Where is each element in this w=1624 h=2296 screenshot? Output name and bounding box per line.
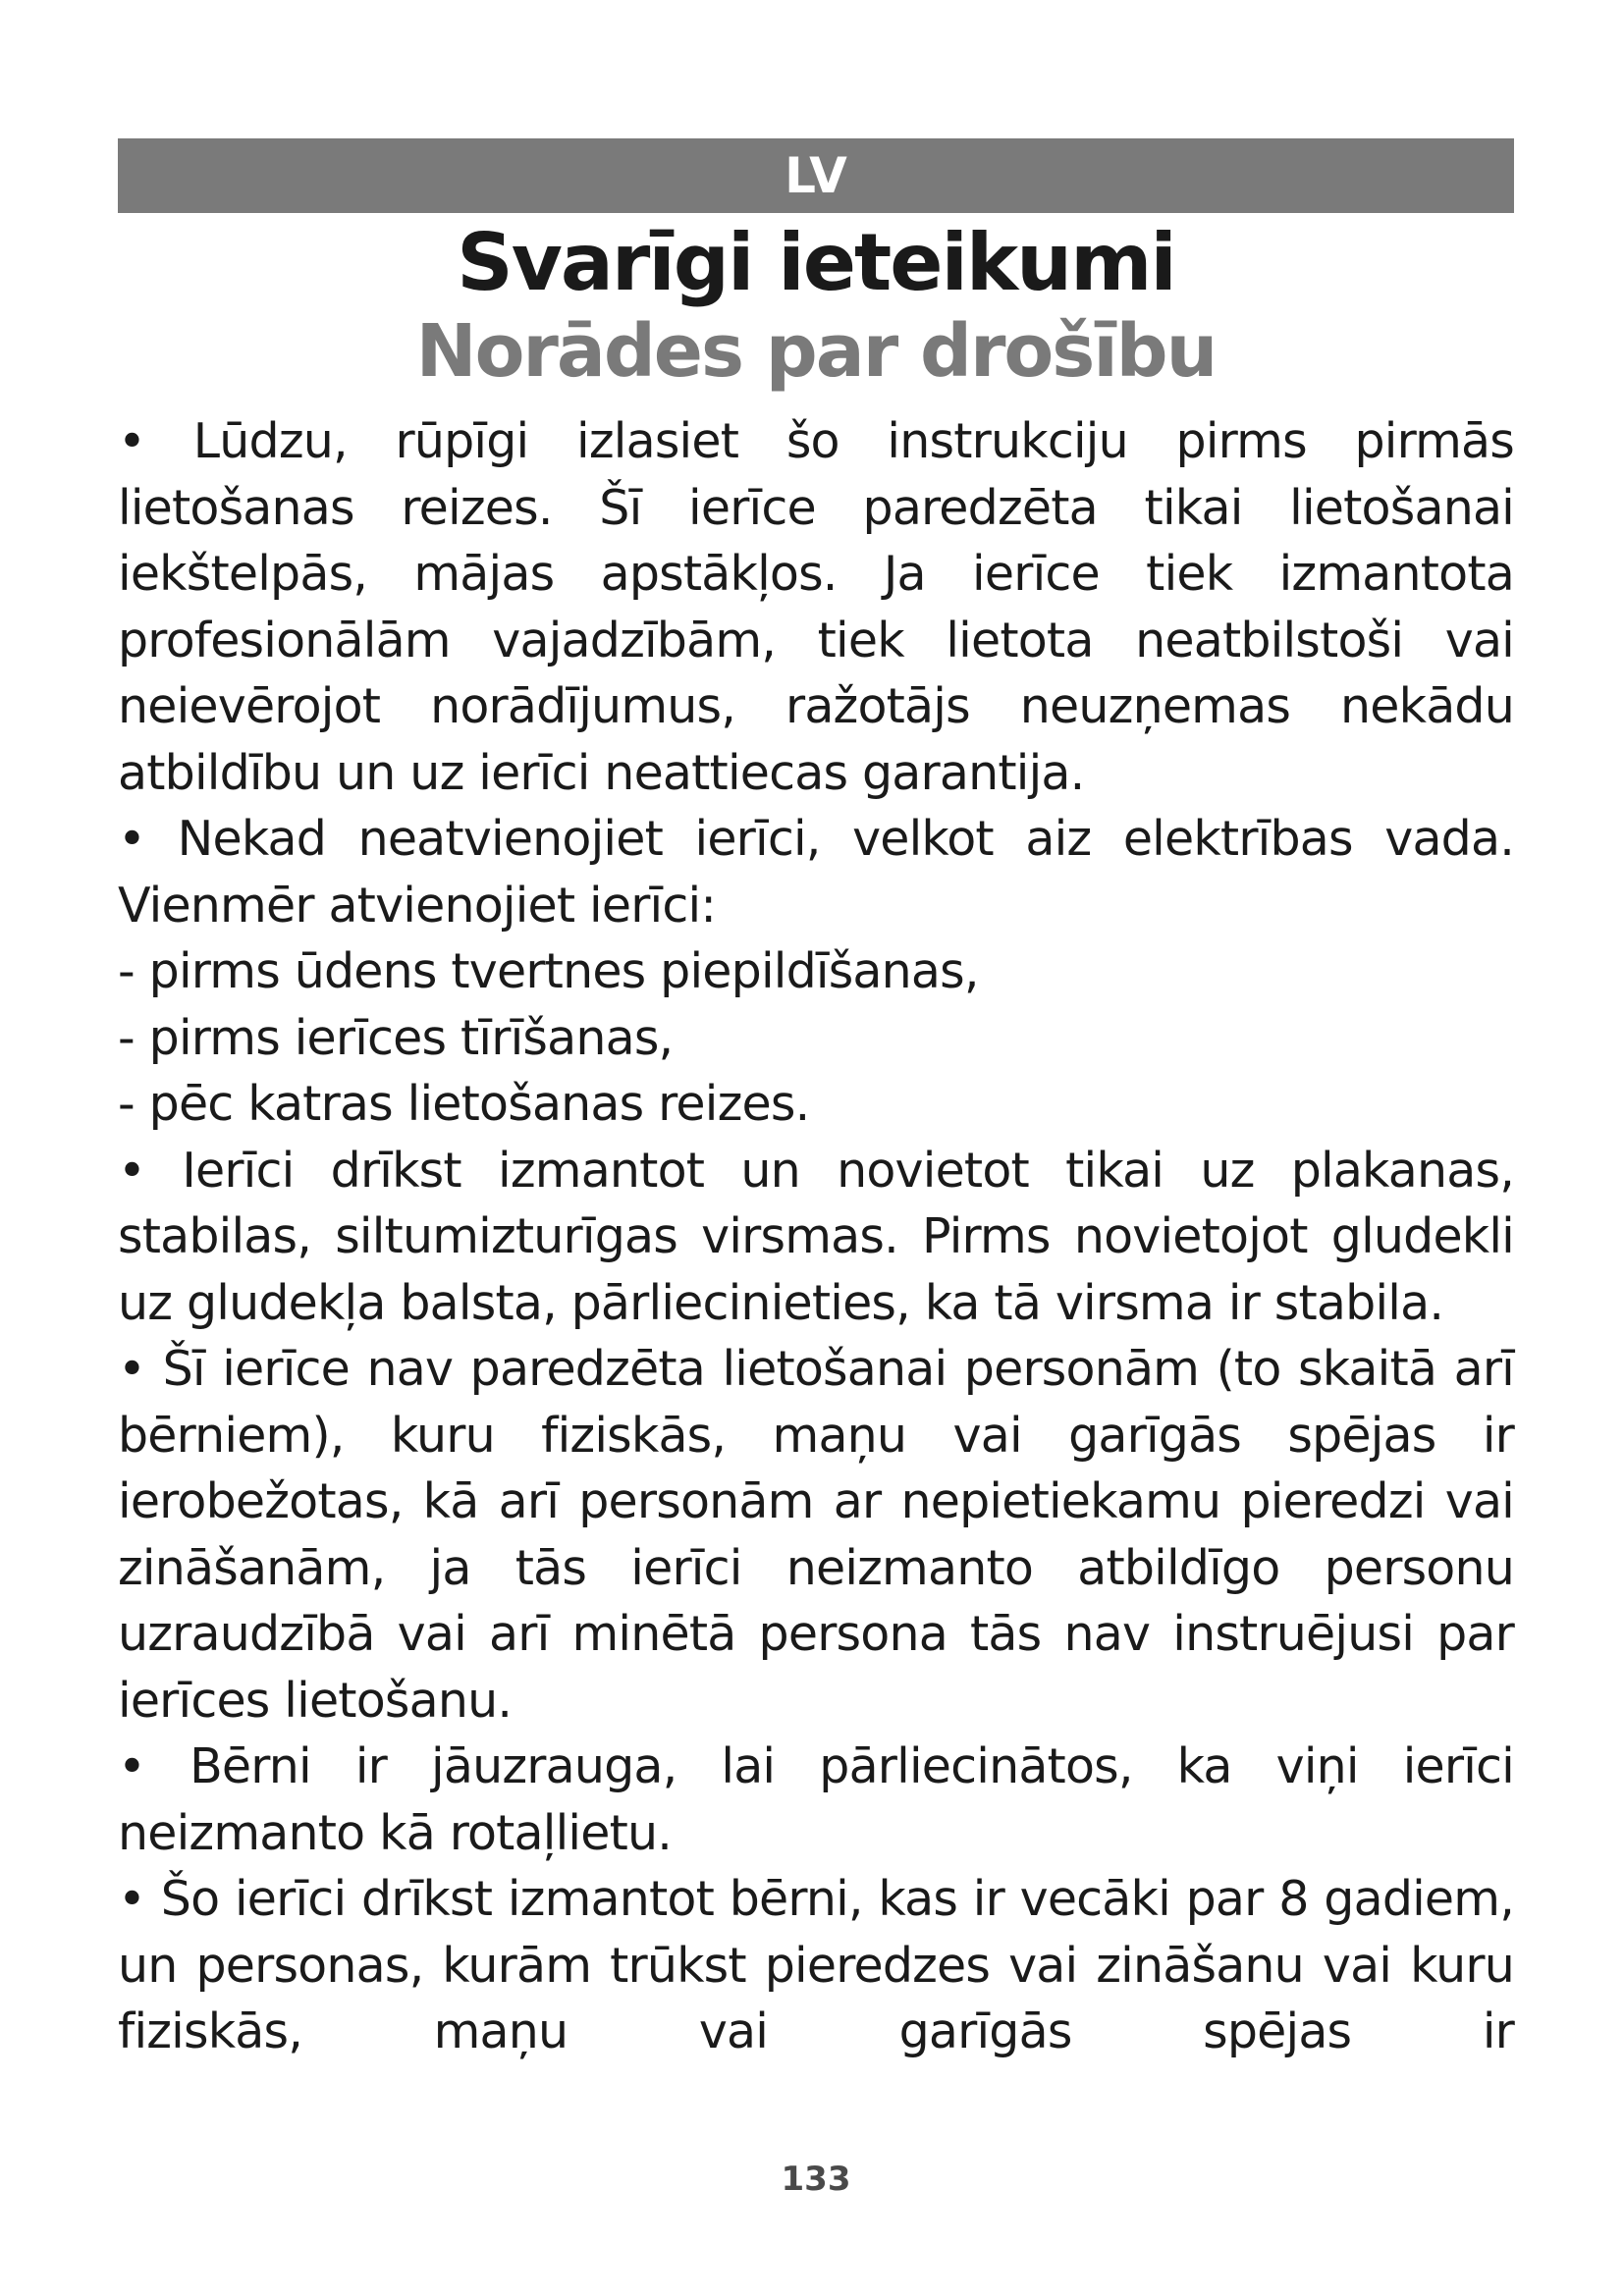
paragraph-unplug-device: • Nekad neatvienojiet ierīci, velkot aiz elektrības vada. Vienmēr atvienojiet ierīci:	[118, 811, 1514, 934]
paragraph-children-over-8: • Šo ierīci drīkst izmantot bērni, kas ir vecāki par 8 gadiem, un personas, kurām trūkst pieredzes vai zināšanu vai kuru fiziskās, maņu vai garīgās spējas ir	[118, 1871, 1514, 2059]
list-item-after-use: - pēc katras lietošanas reizes.	[118, 1076, 810, 1132]
page-title: Svarīgi ieteikumi	[457, 217, 1175, 308]
page-subtitle: Norādes par drošību	[415, 309, 1217, 394]
page-number: 133	[781, 2160, 851, 2199]
paragraph-stable-surface: • Ierīci drīkst izmantot un novietot tikai uz plakanas, stabilas, siltumizturīgas virsmas. Pirms novietojot gludekli uz gludekļa balsta, pārliecinieties, ka tā virsma ir stabila.	[118, 1142, 1514, 1331]
list-item-before-cleaning: - pirms ierīces tīrīšanas,	[118, 1009, 674, 1066]
language-code: LV	[785, 147, 847, 204]
instructions-body	[118, 408, 1514, 2065]
list-item-before-filling: - pirms ūdens tvertnes piepildīšanas,	[118, 943, 979, 999]
paragraph-supervise-children: • Bērni ir jāuzrauga, lai pārliecinātos, ka viņi ierīci neizmanto kā rotaļlietu.	[118, 1738, 1514, 1861]
paragraph-limited-abilities: • Šī ierīce nav paredzēta lietošanai personām (to skaitā arī bērniem), kuru fiziskās, maņu vai garīgās spējas ir ierobežotas, kā arī personām ar nepietiekamu pieredzi vai zināšanām, ja tās ierīci neizmanto atbildīgo personu uzraudzībā vai arī minētā persona tās nav instruējusi par ierīces lietošanu.	[118, 1341, 1514, 1729]
paragraph-read-instructions: • Lūdzu, rūpīgi izlasiet šo instrukciju pirms pirmās lietošanas reizes. Šī ierīce paredzēta tikai lietošanai iekštelpās, mājas apstākļos. Ja ierīce tiek izmantota profesionālām vajadzībām, tiek lietota neatbilstoši vai neievērojot norādījumus, ražotājs neuzņemas nekādu atbildību un uz ierīci neattiecas garantija.	[118, 413, 1514, 801]
language-bar	[118, 138, 1514, 213]
